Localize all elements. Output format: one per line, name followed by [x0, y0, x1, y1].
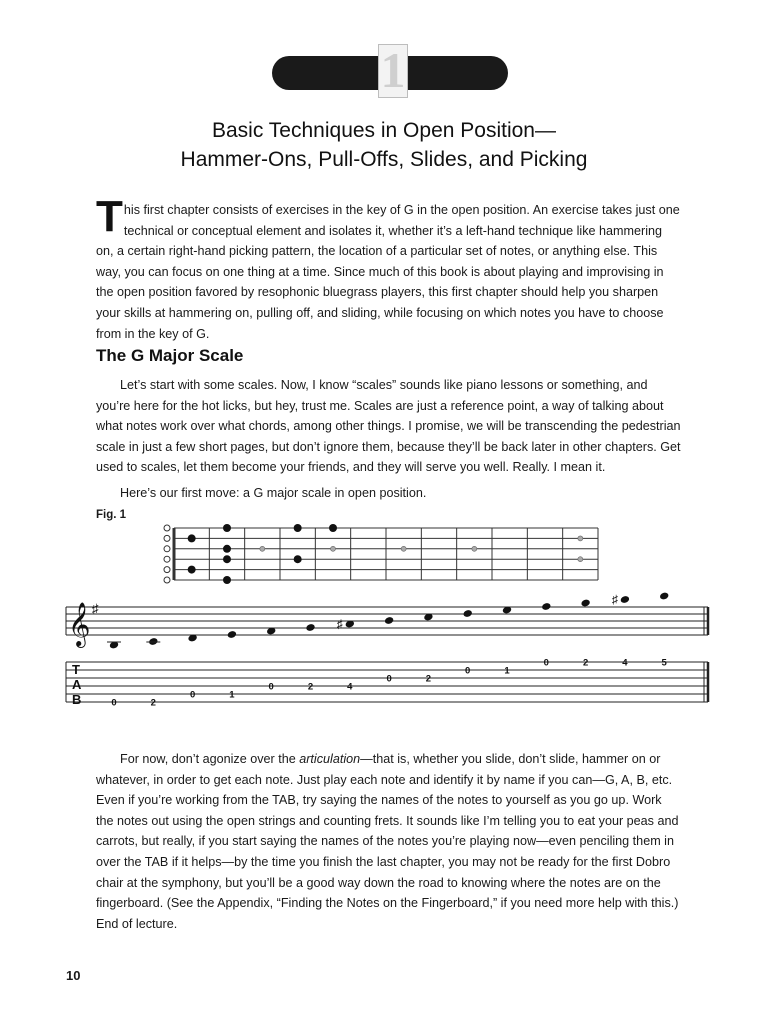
intro-text: his first chapter consists of exercises in the key of G in the open position. An exercise takes just one technical or conceptual element and isolates it, whether it’s a left-hand technique like hammering on, a certain right-hand picking pattern, the location of a particular set of notes, or anything else. This way, you can focus on one thing at a time. Since much of this book is about playing and improvising in the open position favored by resophonic bluegrass players, this first chapter should help you sharpen your skills at hammering on, pulling off, and sliding, while focusing on which notes you have to choose from in the key of G.	[96, 203, 680, 341]
tab-letter-a: A	[72, 677, 82, 692]
sharp-icon: ♯	[336, 617, 343, 631]
sharp-icon: ♯	[611, 592, 618, 607]
tab-number: 2	[582, 657, 589, 669]
tab-number: 4	[347, 681, 353, 693]
tab-number: 2	[425, 673, 432, 685]
tab-number: 0	[386, 673, 392, 685]
tab-number: 0	[543, 657, 549, 669]
tab-letters	[72, 662, 82, 707]
treble-clef-icon: 𝄞	[68, 604, 91, 646]
section-heading: The G Major Scale	[96, 346, 244, 365]
tab-number: 0	[189, 689, 196, 701]
note-head	[541, 602, 551, 611]
scale-paragraph: Let’s start with some scales. Now, I know “scales” sounds like piano lessons or something, and you’re here for the hot licks, but hey, trust me. Scales are just a reference point, a way of talking about what notes work over what chords, among other things. I promise, we will be transcending the pedestrian scale in just a few short pages, but don’t ignore them, because they’ll be back later in other chapters. Get used to scales, let them become your friends, and they will serve you well. Really. I mean it.	[96, 378, 681, 475]
first-move-paragraph: Here’s our first move: a G major scale in open position.	[120, 486, 427, 500]
tab-number: 5	[661, 657, 667, 669]
note-head	[659, 592, 669, 601]
drop-cap: T	[96, 192, 123, 241]
note-head	[384, 616, 394, 625]
key-signature-sharp-icon: ♯	[92, 601, 99, 616]
chapter-number: 1	[380, 42, 406, 98]
tab-number: 1	[504, 665, 510, 677]
articulation-emphasis: articulation	[299, 752, 361, 766]
note-head	[580, 599, 590, 608]
note-head	[227, 630, 237, 639]
tab-number: 2	[150, 697, 156, 709]
closing-text-end: —that is, whether you slide, don’t slide, hammer on or whatever, in order to get each note. Just play each note and identify it by name if you can—G, A, B, etc. Even if you’re working from the TAB, try saying the names of the notes to yourself as you go up. Work the notes out using the open strings and counting frets. It sounds like I’m telling you to eat your peas and carrots, but really, if you start saying the names of the notes you’re playing now—even penciling them in over the TAB if it helps—by the time you finish the last chapter, you may not be ready for the first Dobro chair at the symphony, but you’ll be a good way down the road to knowing where the notes are on the fingerboard. (See the Appendix, “Finding the Notes on the Fingerboard,” if you need more help with this.) End of lecture.	[96, 752, 679, 931]
note-head	[463, 609, 473, 618]
tab-number: 0	[465, 665, 471, 677]
closing-paragraph	[96, 749, 682, 934]
page-number: 10	[66, 968, 81, 983]
closing-text-start: For now, don’t agonize over the	[120, 752, 300, 766]
tab-number: 2	[307, 681, 314, 693]
tab-letter-t: T	[72, 662, 80, 677]
tab-letter-b: B	[72, 692, 82, 707]
note-head	[305, 623, 315, 632]
chapter-title-line1: Basic Techniques in Open Position—	[212, 119, 556, 142]
tab-number: 1	[229, 689, 235, 701]
tab-number: 0	[111, 697, 117, 709]
chapter-title-line2: Hammer-Ons, Pull-Offs, Slides, and Picking	[180, 148, 588, 171]
tab-number: 0	[268, 681, 274, 693]
tab-numbers	[111, 658, 667, 709]
tab-number: 4	[622, 657, 628, 669]
note-head	[620, 595, 630, 604]
chapter-label: Chapter	[39, 5, 207, 28]
figure-label: Fig. 1	[96, 509, 127, 521]
